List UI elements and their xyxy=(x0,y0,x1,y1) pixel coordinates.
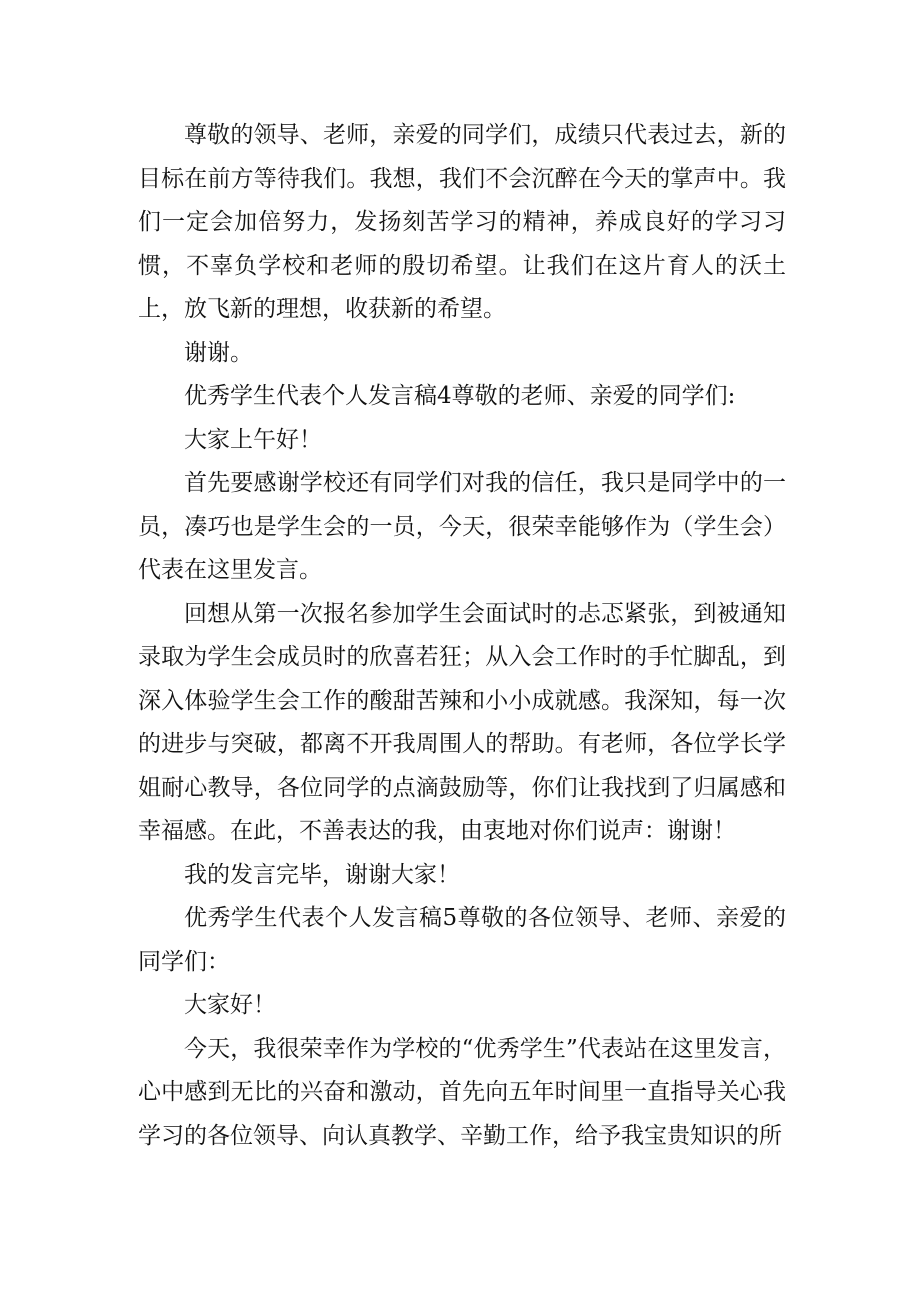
document-body xyxy=(138,114,786,1158)
paragraph-closing-remarks: 尊敬的领导、老师，亲爱的同学们，成绩只代表过去，新的目标在前方等待我们。我想，我们不会沉醉在今天的掌声中。我们一定会加倍努力，发扬刻苦学习的精神，养成良好的学习习惯，不辜负学校和老师的殷切希望。让我们在这片育人的沃土上，放飞新的理想，收获新的希望。 xyxy=(138,122,786,322)
paragraph-speech-4-heading: 优秀学生代表个人发言稿4尊敬的老师、亲爱的同学们: xyxy=(184,383,736,409)
paragraph-thanks-trust: 首先要感谢学校还有同学们对我的信任，我只是同学中的一员，凑巧也是学生会的一员，今天，很荣幸能够作为（学生会）代表在这里发言。 xyxy=(138,470,786,583)
paragraph-speech-end: 我的发言完毕，谢谢大家！ xyxy=(184,861,460,888)
paragraph-greeting-morning: 大家上午好！ xyxy=(184,426,322,453)
paragraph-recollection: 回想从第一次报名参加学生会面试时的忐忑紧张，到被通知录取为学生会成员时的欣喜若狂；从入会工作时的手忙脚乱，到深入体验学生会工作的酸甜苦辣和小小成就感。我深知，每一次的进步与突破，都离不开我周围人的帮助。有老师，各位学长学姐耐心教导，各位同学的点滴鼓励等，你们让我找到了归属感和幸福感。在此，不善表达的我，由衷地对你们说声：谢谢！ xyxy=(138,600,786,844)
paragraph-speech-5-heading: 优秀学生代表个人发言稿5尊敬的各位领导、老师、亲爱的同学们： xyxy=(138,905,786,975)
paragraph-thanks: 谢谢。 xyxy=(184,339,253,366)
paragraph-greeting: 大家好！ xyxy=(184,992,276,1018)
paragraph-honor-intro: 今天，我很荣幸作为学校的“优秀学生”代表站在这里发言，心中感到无比的兴奋和激动，首先向五年时间里一直指导关心我学习的各位领导、向认真教学、辛勤工作，给予我宝贵知识的所 xyxy=(138,1035,786,1149)
